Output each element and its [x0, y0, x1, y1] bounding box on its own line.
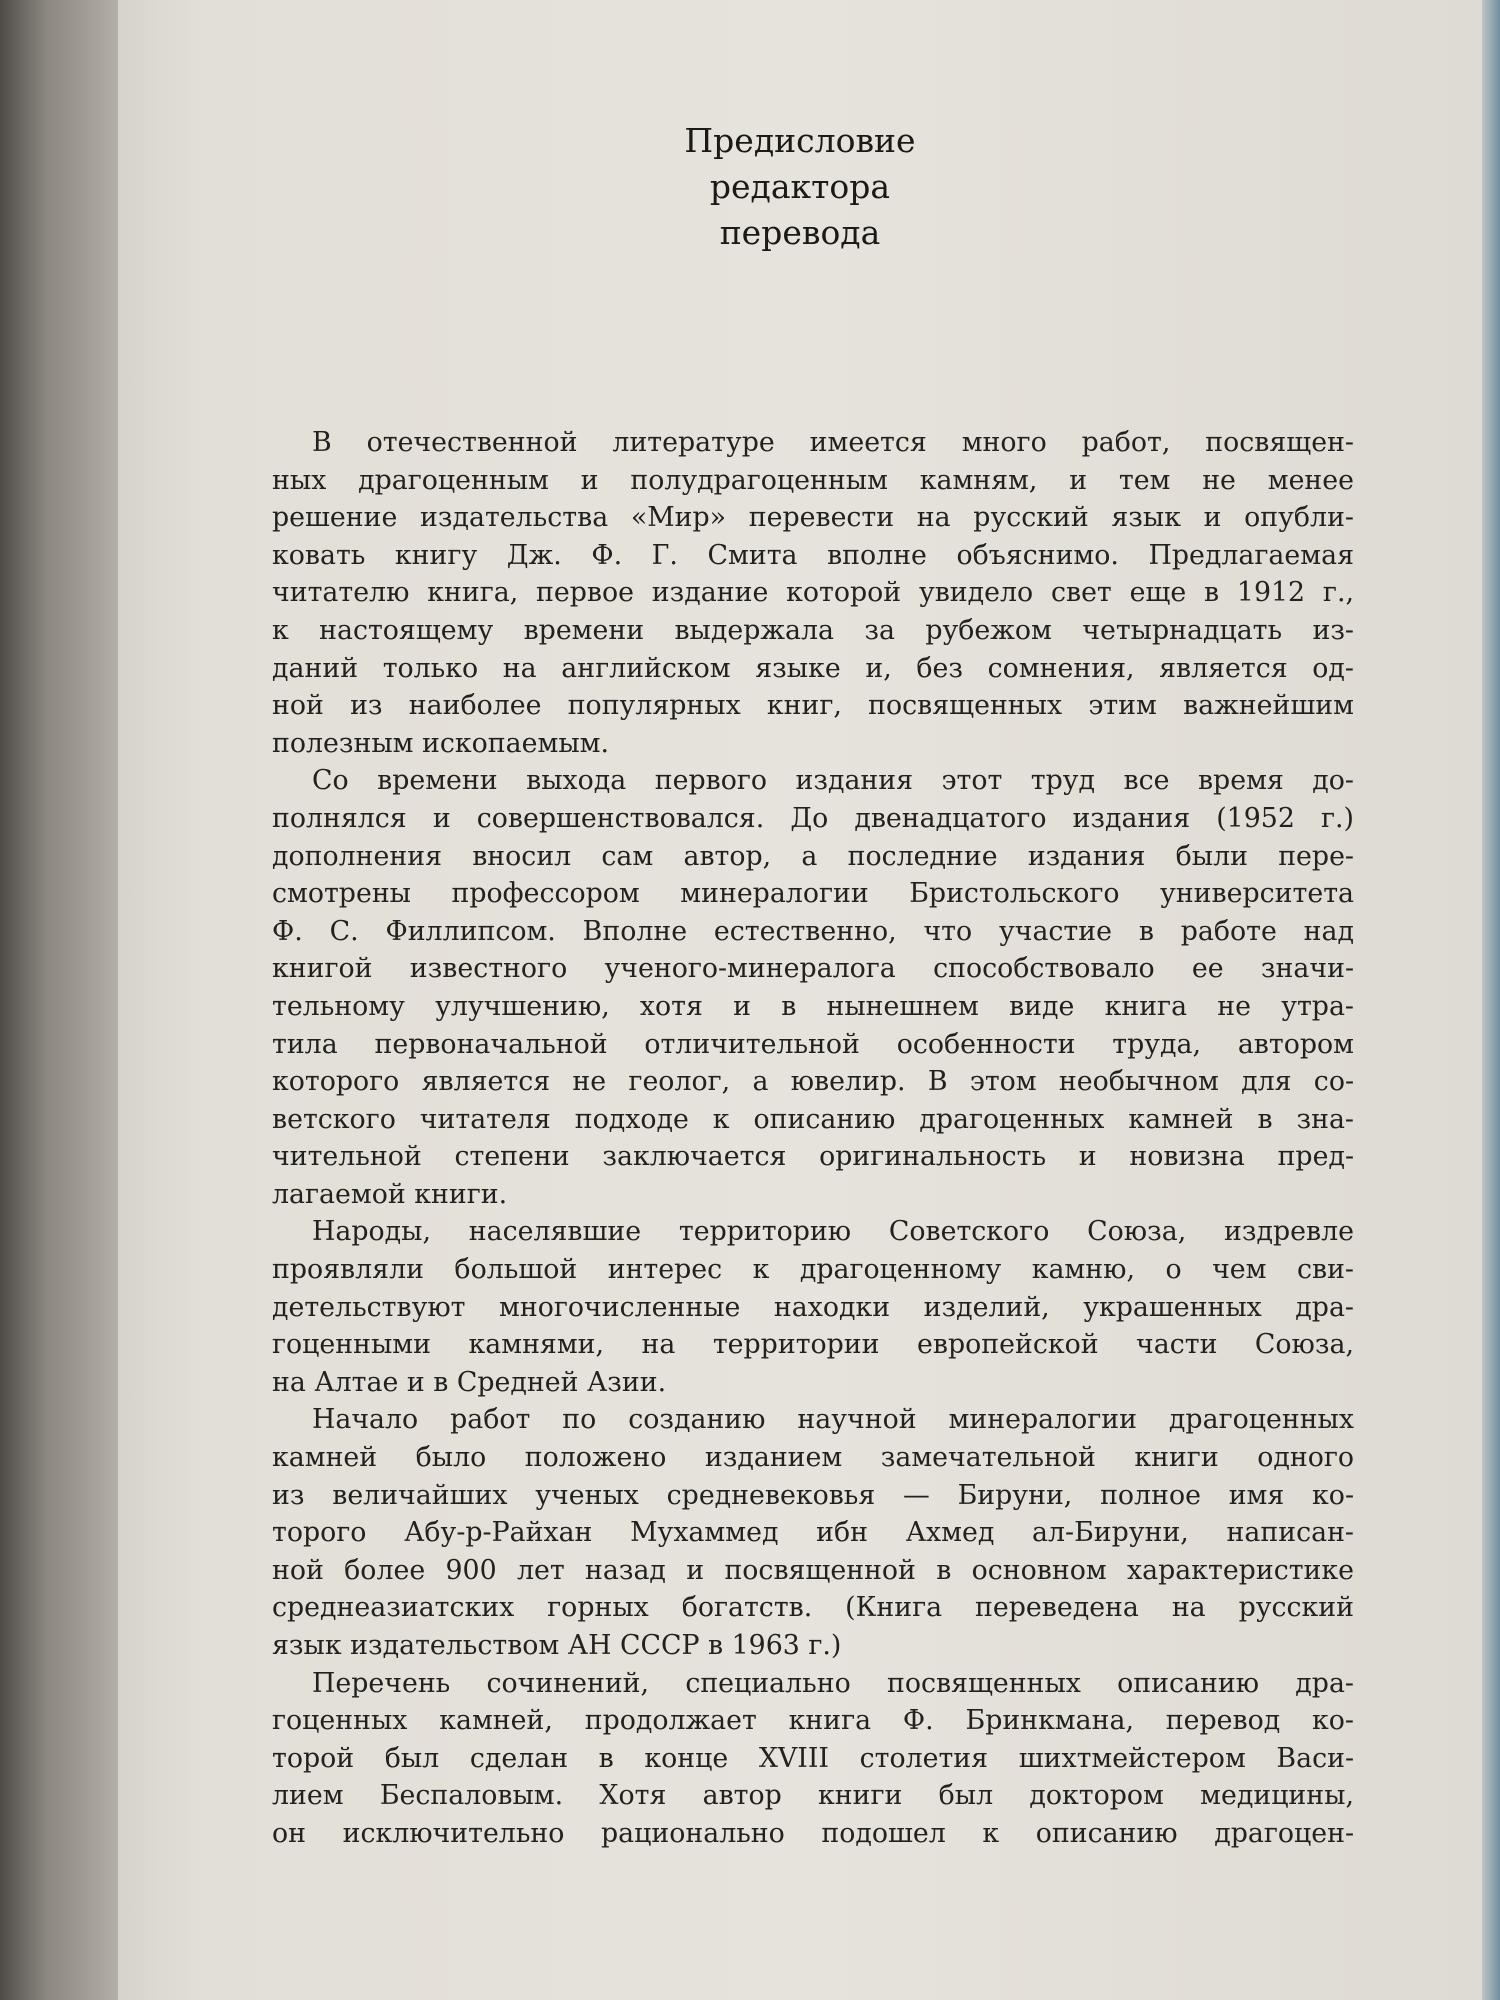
text-line: решение издательства «Мир» перевести на русский язык и опубли-: [272, 502, 1354, 534]
text-line: которого является не геолог, а ювелир. В этом необычном для со-: [272, 1066, 1354, 1098]
text-line: тила первоначальной отличительной особенности труда, автором: [272, 1028, 1354, 1060]
text-line: торого Абу-р-Райхан Мухаммед ибн Ахмед ал-Бируни, написан-: [272, 1517, 1354, 1549]
text-line: книгой известного ученого-минералога способствовало ее значи-: [272, 953, 1354, 985]
text-line: ной из наиболее популярных книг, посвященных этим важнейшим: [272, 690, 1354, 722]
text-line: детельствуют многочисленные находки изделий, украшенных дра-: [272, 1291, 1354, 1323]
text-line: гоценными камнями, на территории европейской части Союза,: [272, 1329, 1354, 1361]
text-line: смотрены профессором минералогии Бристольского университета: [272, 878, 1354, 910]
text-line: ковать книгу Дж. Ф. Г. Смита вполне объяснимо. Предлагаемая: [272, 539, 1354, 571]
text-line: даний только на английском языке и, без сомнения, является од-: [272, 652, 1354, 684]
text-line: ных драгоценным и полудрагоценным камням, и тем не менее: [272, 464, 1354, 496]
text-line: полнялся и совершенствовался. До двенадцатого издания (1952 г.): [272, 802, 1354, 834]
text-line: торой был сделан в конце XVIII столетия шихтмейстером Васи-: [272, 1742, 1354, 1774]
text-line: из величайших ученых средневековья — Бируни, полное имя ко-: [272, 1479, 1354, 1511]
text-line: лагаемой книги.: [272, 1178, 508, 1210]
text-line: проявляли большой интерес к драгоценному камню, о чем сви-: [272, 1254, 1354, 1286]
text-line: лием Беспаловым. Хотя автор книги был доктором медицины,: [272, 1780, 1354, 1812]
title-line: редактора: [709, 167, 891, 206]
text-line: язык издательством АН СССР в 1963 г.): [272, 1630, 842, 1661]
preface-text: [272, 424, 1354, 1853]
text-line: В отечественной литературе имеется много работ, посвящен-: [312, 427, 1354, 458]
text-line: среднеазиатских горных богатств. (Книга переведена на русский: [272, 1592, 1354, 1624]
text-line: Народы, населявшие территорию Советского Союза, издревле: [312, 1216, 1354, 1248]
text-line: полезным ископаемым.: [272, 727, 610, 759]
text-line: к настоящему времени выдержала за рубежом четырнадцать из-: [272, 614, 1354, 646]
text-line: камней было положено изданием замечательной книги одного: [272, 1442, 1354, 1474]
title-line: перевода: [719, 213, 881, 252]
book-cover-edge: [1482, 0, 1500, 2000]
book-page: [118, 0, 1482, 2000]
text-line: чительной степени заключается оригинальность и новизна пред-: [272, 1141, 1354, 1173]
text-line: Начало работ по созданию научной минералогии драгоценных: [312, 1404, 1354, 1436]
text-line: дополнения вносил сам автор, а последние издания были пере-: [272, 840, 1354, 872]
text-line: он исключительно рационально подошел к описанию драгоцен-: [272, 1817, 1354, 1849]
page-title: [118, 118, 1482, 256]
text-line: ной более 900 лет назад и посвященной в основном характеристике: [272, 1554, 1354, 1586]
book-spine-shadow: [0, 0, 118, 2000]
text-line: Ф. С. Филлипсом. Вполне естественно, что участие в работе над: [272, 915, 1354, 947]
text-line: тельному улучшению, хотя и в нынешнем виде книга не утра-: [272, 990, 1354, 1022]
title-line: Предисловие: [684, 121, 916, 160]
text-line: ветского читателя подходе к описанию драгоценных камней в зна-: [272, 1103, 1354, 1135]
text-line: Перечень сочинений, специально посвященных описанию дра-: [312, 1667, 1354, 1699]
text-line: на Алтае и в Средней Азии.: [272, 1366, 667, 1398]
text-line: читателю книга, первое издание которой увидело свет еще в 1912 г.,: [272, 577, 1354, 609]
text-line: Со времени выхода первого издания этот труд все время до-: [312, 765, 1354, 797]
text-line: гоценных камней, продолжает книга Ф. Бринкмана, перевод ко-: [272, 1705, 1354, 1737]
